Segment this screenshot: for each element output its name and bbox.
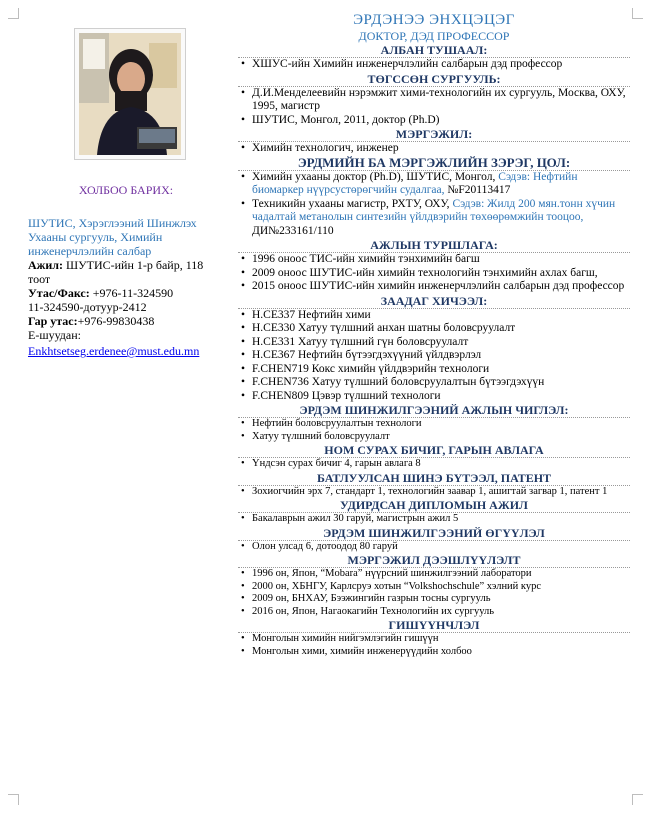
mobile-value: +976-99830438 xyxy=(77,314,155,328)
degree-number: ДИ№233161/110 xyxy=(252,224,334,237)
mobile-label: Гар утас: xyxy=(28,314,78,328)
phone-value: +976-11-324590 xyxy=(89,286,174,300)
list-item: • 2000 он, ХБНГУ, Карлсруэ хотын “Volkshochschule” хэлний курс xyxy=(238,581,630,594)
email-label: E-шуудан: xyxy=(28,328,81,342)
section-title-education: ТӨГССӨН СУРГУУЛЬ: xyxy=(238,72,630,87)
books-list xyxy=(238,458,630,471)
section-title-courses: ЗААДАГ ХИЧЭЭЛ: xyxy=(238,294,630,309)
education-list xyxy=(238,87,630,128)
page-corner-mark xyxy=(632,794,643,805)
degree-text: Техникийн ухааны магистр, РХТУ, ОХУ, xyxy=(252,197,453,210)
contact-organization: ШУТИС, Хэрэглээний Шинжлэх Ухааны сургууль, Химийн инженерчлэлийн салбар xyxy=(28,216,197,258)
contact-mobile xyxy=(28,314,224,328)
portrait-photo-frame xyxy=(74,28,186,160)
contact-phone-ext: 11-324590-дотуур-2412 xyxy=(28,300,147,314)
section-title-profession: МЭРГЭЖИЛ: xyxy=(238,127,630,142)
portrait-photo xyxy=(79,33,181,155)
list-item: • ШУТИС, Монгол, 2011, доктор (Ph.D) xyxy=(238,114,630,128)
phone-label: Утас/Факс: xyxy=(28,286,90,300)
list-item: • 2015 оноос ШУТИС-ийн химийн инженерчлэлийн салбарын дэд профессор xyxy=(238,280,630,294)
list-item: • 2009 он, БНХАУ, Бээжингийн газрын тосны сургууль xyxy=(238,593,630,606)
section-title-membership: ГИШҮҮНЧЛЭЛ xyxy=(238,618,630,633)
list-item: • 2009 оноос ШУТИС-ийн химийн технологийн тэнхимийн ахлах багш, xyxy=(238,267,630,281)
research-list xyxy=(238,418,630,443)
list-item: • Нефтийн боловсруулалтын технологи xyxy=(238,418,630,431)
list-item: • Зохиогчийн эрх 7, стандарт 1, технологийн заавар 1, ашигтай загвар 1, патент 1 xyxy=(238,486,630,499)
contact-phone xyxy=(28,286,224,300)
degree-text: Химийн ухааны доктор (Ph.D), ШУТИС, Монгол, xyxy=(252,170,499,183)
degree-topic: Сэдэв: Нефтийн биомаркер нүүрсустөрөгчийн судалгаа, xyxy=(252,170,578,196)
degrees-list xyxy=(238,171,630,239)
position-list xyxy=(238,58,630,72)
inventions-list xyxy=(238,486,630,499)
list-item: • Хатуу түлшний боловсруулалт xyxy=(238,431,630,444)
section-title-degrees: ЭРДМИЙН БА МЭРГЭЖЛИЙН ЗЭРЭГ, ЦОЛ: xyxy=(238,156,630,171)
person-name: ЭРДЭНЭЭ ЭНХЦЭЦЭГ xyxy=(353,12,515,28)
profession-list xyxy=(238,142,630,156)
list-item: • F.CHEN719 Кокс химийн үйлдвэрийн технологи xyxy=(238,363,630,377)
degree-number: №F20113417 xyxy=(444,184,511,196)
contact-column xyxy=(28,28,224,360)
section-title-position: АЛБАН ТУШААЛ: xyxy=(238,43,630,58)
theses-list xyxy=(238,513,630,526)
page-corner-mark xyxy=(632,8,643,19)
list-item: • H.CE337 Нефтийн хими xyxy=(238,309,630,323)
list-item: • Монголын химийн нийгэмлэгийн гишүүн xyxy=(238,633,630,646)
section-title-training: МЭРГЭЖИЛ ДЭЭШЛҮҮЛЭЛТ xyxy=(238,553,630,568)
list-item: • ХШУС-ийн Химийн инженерчлэлийн салбарын дэд профессор xyxy=(238,58,630,72)
list-item: • F.CHEN736 Хатуу түлшний боловсруулалтын бүтээгдэхүүн xyxy=(238,376,630,390)
list-item: • H.CE367 Нефтийн бүтээгдэхүүний үйлдвэрлэл xyxy=(238,349,630,363)
list-item: • H.CE331 Хатуу түлшний гүн боловсруулалт xyxy=(238,336,630,350)
list-item: • Олон улсад 6, дотоодод 80 гаруй xyxy=(238,541,630,554)
page-corner-mark xyxy=(8,794,19,805)
email-link[interactable]: Enkhtsetseg.erdenee@must.edu.mn xyxy=(28,344,200,358)
list-item: • 1996 оноос ТИС-ийн химийн тэнхимийн багш xyxy=(238,253,630,267)
courses-list xyxy=(238,309,630,404)
list-item xyxy=(238,198,630,239)
list-item: • Үндсэн сурах бичиг 4, гарын авлага 8 xyxy=(238,458,630,471)
person-degree: ДОКТОР, ДЭД ПРОФЕССОР xyxy=(358,29,510,43)
section-title-research: ЭРДЭМ ШИНЖИЛГЭЭНИЙ АЖЛЫН ЧИГЛЭЛ: xyxy=(238,403,630,418)
work-label: Ажил: xyxy=(28,258,64,272)
articles-list xyxy=(238,541,630,554)
list-item: • F.CHEN809 Цэвэр түлшний технологи xyxy=(238,390,630,404)
section-title-articles: ЭРДЭМ ШИНЖИЛГЭЭНИЙ ӨГҮҮЛЭЛ xyxy=(238,526,630,541)
membership-list xyxy=(238,633,630,658)
work-value: ШУТИС-ийн 1-р байр, 118 тоот xyxy=(28,258,204,286)
list-item: • Монголын хими, химийн инженерүүдийн холбоо xyxy=(238,646,630,659)
cv-main-column xyxy=(238,12,630,658)
section-title-inventions: БАТЛУУЛСАН ШИНЭ БҮТЭЭЛ, ПАТЕНТ xyxy=(238,471,630,486)
training-list xyxy=(238,568,630,618)
list-item: • 2016 он, Япон, Нагаокагийн Технологийн их сургууль xyxy=(238,606,630,619)
list-item: • 1996 он, Япон, “Mobara” нүүрсний шинжилгээний лаборатори xyxy=(238,568,630,581)
contact-work-address xyxy=(28,258,224,286)
section-title-theses: УДИРДСАН ДИПЛОМЫН АЖИЛ xyxy=(238,498,630,513)
section-title-books: НОМ СУРАХ БИЧИГ, ГАРЫН АВЛАГА xyxy=(238,443,630,458)
contact-heading: ХОЛБОО БАРИХ: xyxy=(78,183,174,197)
list-item: • H.CE330 Хатуу түлшний анхан шатны боловсруулалт xyxy=(238,322,630,336)
page-corner-mark xyxy=(8,8,19,19)
experience-list xyxy=(238,253,630,294)
section-title-experience: АЖЛЫН ТУРШЛАГА: xyxy=(238,238,630,253)
list-item xyxy=(238,171,630,198)
list-item: • Химийн технологич, инженер xyxy=(238,142,630,156)
list-item: • Бакалаврын ажил 30 гаруй, магистрын ажил 5 xyxy=(238,513,630,526)
list-item: • Д.И.Менделеевийн нэрэмжит хими-технологийн их сургууль, Москва, ОХУ, 1995, магистр xyxy=(238,87,630,114)
degree-topic: Сэдэв: Жилд 200 мян.тонн хүчин чадалтай метанолын синтезийн үйлдвэрийн төхөөрөмжийн тооцоо, xyxy=(252,197,616,223)
